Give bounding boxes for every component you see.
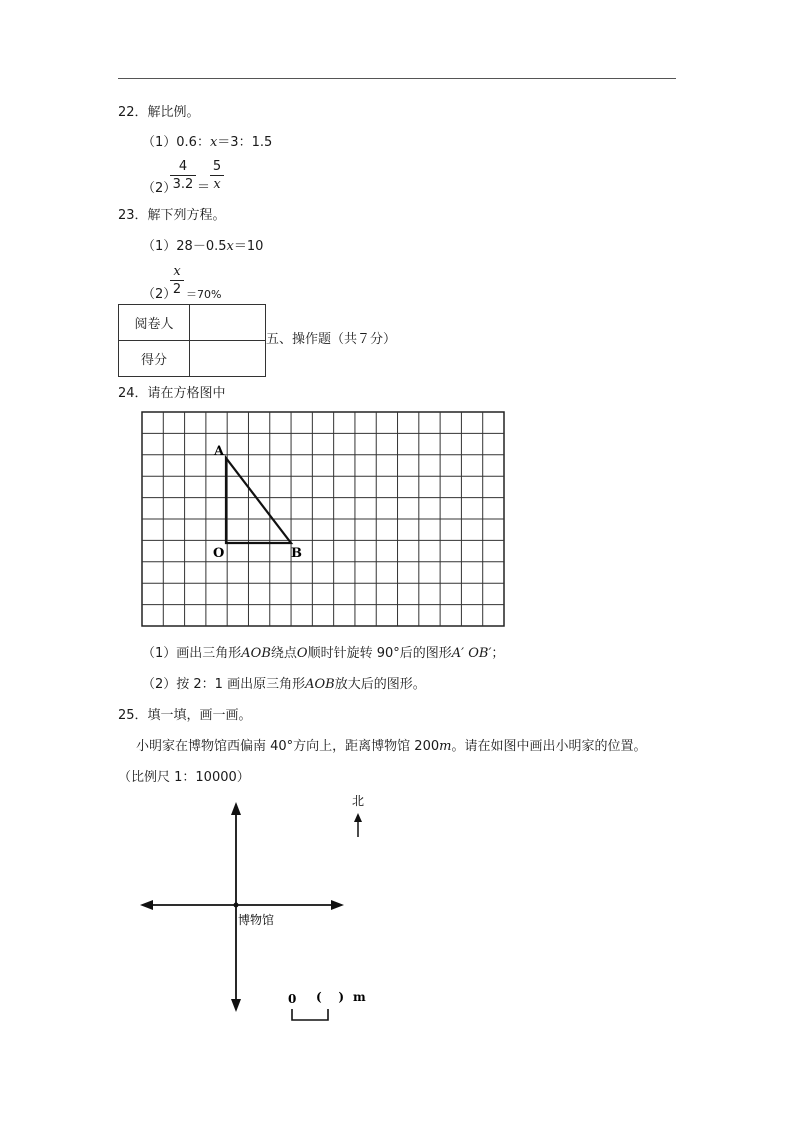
fraction-bar [170,280,184,281]
triangle-aob [226,458,291,543]
q23-p2-rest: ＝70% [186,288,222,301]
q22-left-fraction [170,159,196,192]
grader-label: 阅卷人 [119,305,190,341]
q25-text [136,739,646,755]
axis-arrow-left-icon [140,900,153,910]
point-b-label: B [291,546,302,561]
q23-den: 2 [172,282,182,297]
q23-p1-label: （1）28－0.5 [142,239,227,254]
q23-p1-var: x [226,239,234,254]
q22-p1-var: x [209,135,218,150]
score-field[interactable] [190,341,266,377]
north-arrow-icon [354,813,362,822]
q24-p1-image: A′ OB′ [451,646,492,661]
north-label: 北 [352,794,365,808]
q24-p1-text-a: （1）画出三角形 [142,646,242,661]
q25-unit: m [439,739,452,754]
q24-title: 24．请在方格图中 [118,386,226,401]
scale-bar-unit: m [353,990,366,1004]
q25-title: 25．填一填，画一画。 [118,708,252,723]
q23-fraction [170,264,184,297]
q22-right-fraction [210,159,224,192]
score-table [118,304,266,377]
q24-part2 [142,677,426,693]
header-rule [118,78,676,79]
q24-p2-text-b: 放大后的图形。 [334,677,426,692]
q24-p2-triangle: AOB [305,677,335,692]
square-grid [142,412,506,628]
score-label: 得分 [119,341,190,377]
q25-scale: （比例尺 1：10000） [118,770,250,785]
grader-field[interactable] [190,305,266,341]
q23-p1-rest: ＝10 [233,239,264,254]
q22-p1-rest: ＝3：1.5 [217,135,273,150]
axis-arrow-up-icon [231,802,241,815]
q24-p2-text-a: （2）按 2：1 画出原三角形 [142,677,306,692]
museum-point [234,903,239,908]
scale-bar-zero: 0 [288,992,297,1006]
q24-p1-triangle: AOB [241,646,271,661]
point-a-label: A [214,444,225,459]
q24-p1-text-d: ； [491,646,505,661]
museum-map [130,785,390,1030]
q23-num: x [173,264,181,279]
scale-bar [292,1009,328,1020]
q23-p2-label: （2） [142,287,177,302]
q22-p2-label: （2） [142,181,177,196]
point-o-label: O [213,546,225,561]
q24-p1-text-c: 顺时针旋转 90°后的图形 [307,646,452,661]
q22-part1 [142,135,272,151]
q22-p2-eq: ＝ [197,180,211,195]
museum-label: 博物馆 [238,913,275,927]
q22-left-den: 3.2 [172,177,194,192]
q24-part1 [142,646,504,662]
fraction-bar [170,175,196,176]
q24-p1-point: O [296,646,308,661]
q22-right-num: 5 [212,159,222,174]
q24-p1-text-b: 绕点 [270,646,297,661]
q25-text-a: 小明家在博物馆西偏南 40°方向上，距离博物馆 200 [136,739,440,754]
q23-part1 [142,239,263,255]
grid-lines [142,412,504,626]
axis-arrow-right-icon [331,900,344,910]
q22-left-num: 4 [178,159,188,174]
scale-bar-blank: ( ) [316,990,345,1004]
q22-title: 22．解比例。 [118,105,200,120]
q22-p1-label: （1）0.6： [142,135,210,150]
fraction-bar [210,175,224,176]
axis-arrow-down-icon [231,999,241,1012]
q23-title: 23．解下列方程。 [118,208,226,223]
section-5-title: 五、操作题（共７分） [266,332,397,347]
q22-right-den: x [213,177,221,192]
q25-text-b: 。请在如图中画出小明家的位置。 [451,739,647,754]
